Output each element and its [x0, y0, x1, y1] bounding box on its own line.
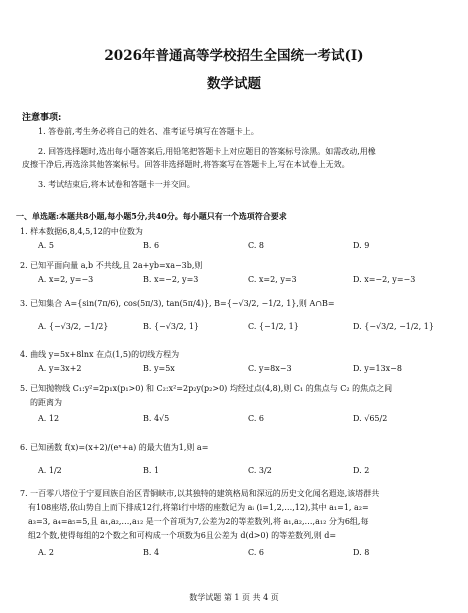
option-c: C. x=2, y=3: [248, 275, 297, 284]
option-d: D. 9: [353, 241, 370, 250]
option-a: A. 1/2: [38, 466, 62, 475]
question-7-stem-cont: a₃=3, a₄=a₅=5,且 a₁,a₂,…,a₁₂ 是一个首项为7,公差为2的等差数列,将 a₁,a₂,…,a₁₂ 分为6组,每: [28, 517, 369, 526]
question-5-stem: 5. 已知抛物线 C₁:y²=2p₁x(p₁>0) 和 C₂:x²=2p₂y(p₂>0) 均经过点(4,8),则 C₁ 的焦点与 C₂ 的焦点之间: [20, 384, 393, 393]
option-d: D. 8: [353, 548, 370, 557]
notice-line: 皮擦干净后,再选涂其他答案标号。回答非选择题时,将答案写在答题卡上,写在本试卷上无效。: [22, 160, 350, 169]
option-d: D. y=13x−8: [353, 364, 402, 373]
question-6-stem: 6. 已知函数 f(x)=(x+2)/(eˣ+a) 的最大值为1,则 a=: [20, 443, 209, 452]
option-c: C. 6: [248, 414, 265, 423]
option-d: D. x=−2, y=−3: [353, 275, 416, 284]
question-7-stem-cont: 有108座塔,依山势自上而下排成12行,将第i行中塔的座数记为 aᵢ (i=1,2,…,12),其中 a₁=1, a₂=: [28, 503, 369, 512]
question-1-stem: 1. 样本数据6,8,4,5,12的中位数为: [20, 227, 143, 236]
exam-subtitle: 数学试题: [207, 76, 261, 92]
option-c: C. y=8x−3: [248, 364, 292, 373]
question-5-stem-cont: 的距离为: [30, 398, 62, 407]
question-5-options: [38, 414, 458, 423]
option-b: B. 4√5: [143, 414, 170, 423]
notice-line: 3. 考试结束后,将本试卷和答题卡一并交回。: [38, 180, 195, 189]
option-a: A. 5: [38, 241, 54, 250]
question-7-stem-cont: 组2个数,使得每组的2个数之和可构成一个项数为6且公差为 d(d>0) 的等差数列,则 d=: [28, 531, 337, 540]
option-d: D. {−√3/2, −1/2, 1}: [353, 322, 434, 331]
option-d: D. √65/2: [353, 414, 388, 423]
question-3-options: [38, 322, 458, 331]
question-6-options: [38, 466, 458, 475]
question-3-stem: 3. 已知集合 A={sin(7π/6), cos(5π/3), tan(5π/4)}, B={−√3/2, −1/2, 1},则 A∩B=: [20, 299, 335, 308]
exam-title: 2026年普通高等学校招生全国统一考试(Ⅰ): [104, 48, 364, 64]
page-footer: 数学试题 第 1 页 共 4 页: [189, 593, 279, 602]
option-b: B. y=5x: [143, 364, 175, 373]
question-7-stem: 7. 一百零八塔位于宁夏回族自治区青铜峡市,以其独特的建筑格局和深远的历史文化闻名遐迩,该塔群共: [20, 489, 380, 498]
section-heading: 一、单选题:本题共8小题,每小题5分,共40分。每小题只有一个选项符合要求: [16, 211, 287, 221]
notice-line: 2. 回答选择题时,选出每小题答案后,用铅笔把答题卡上对应题目的答案标号涂黑。如需改动,用橡: [38, 147, 376, 156]
question-1-options: [38, 241, 458, 250]
option-c: C. {−1/2, 1}: [248, 322, 299, 331]
question-4-options: [38, 364, 458, 373]
option-a: A. x=2, y=−3: [38, 275, 94, 284]
option-a: A. 12: [38, 414, 60, 423]
option-b: B. 6: [143, 241, 160, 250]
question-7-options: [38, 548, 458, 557]
notice-heading: 注意事项:: [22, 113, 62, 123]
option-a: A. {−√3/2, −1/2}: [38, 322, 109, 331]
option-b: B. x=−2, y=3: [143, 275, 199, 284]
notice-line: 1. 答卷前,考生务必将自己的姓名、准考证号填写在答题卡上。: [38, 127, 259, 136]
option-c: C. 3/2: [248, 466, 272, 475]
option-c: C. 8: [248, 241, 265, 250]
option-d: D. 2: [353, 466, 370, 475]
option-c: C. 6: [248, 548, 265, 557]
option-a: A. 2: [38, 548, 54, 557]
question-4-stem: 4. 曲线 y=5x+8lnx 在点(1,5)的切线方程为: [20, 350, 180, 359]
option-b: B. 1: [143, 466, 160, 475]
question-2-options: [38, 275, 458, 284]
option-b: B. {−√3/2, 1}: [143, 322, 199, 331]
question-2-stem: 2. 已知平面向量 a,b 不共线,且 2a+yb=xa−3b,则: [20, 261, 203, 270]
option-a: A. y=3x+2: [38, 364, 82, 373]
option-b: B. 4: [143, 548, 160, 557]
